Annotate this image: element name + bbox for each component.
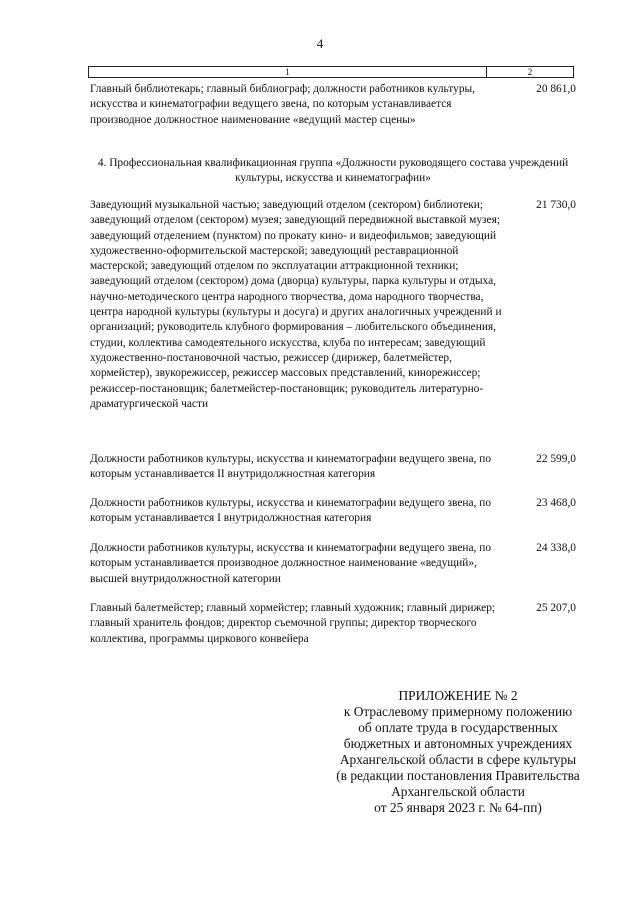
- row-value: 25 207,0: [536, 602, 576, 614]
- row-text: Должности работников культуры, искусства и кинематографии ведущего звена, по которым устанавливается II внутридолжностная категория: [90, 453, 492, 481]
- appendix-line: от 25 января 2023 г. № 64-пп): [374, 800, 542, 815]
- appendix-line: (в редакции постановления Правительства: [336, 768, 580, 783]
- page-number: 4: [316, 36, 324, 51]
- appendix-line: бюджетных и автономных учреждениях: [343, 736, 573, 751]
- row-text: Главный балетмейстер; главный хормейстер; главный художник; главный дирижер; главный хранитель фондов; директор съемочной группы; директор творческого коллектива, программы циркового конвейера: [90, 602, 496, 645]
- row-text: Должности работников культуры, искусства и кинематографии ведущего звена, по которым устанавливается I внутридолжностная категория: [90, 497, 492, 525]
- appendix-line: Архангельской области: [391, 784, 525, 799]
- table-row: [90, 198, 576, 412]
- row-text: Должности работников культуры, искусства и кинематографии ведущего звена, по которым устанавливается производное должностное наименование «ведущий», высшей внутридолжностной категории: [90, 542, 492, 585]
- row-value: 21 730,0: [536, 199, 576, 211]
- table-row: [90, 82, 576, 128]
- row-text: Заведующий музыкальной частью; заведующий отделом (сектором) библиотеки; заведующий отделом (сектором) музея; заведующий передвижной выставкой музея; заведующий отделением (пунктом) по прокату кино- и видеофильмов; заведующий художественно-оформительской мастерской; заведующий реставрационной мастерской; заведующий отделом по эксплуатации аттракционной техники; заведующий отделом (сектором) дома (дворца) культуры, парка культуры и отдыха, научно-методического центра народного творчества, дома народного творчества, центра народной культуры (культуры и досуга) и других аналогичных учреждений и организаций; руководитель клубного формирования – любительского объединения, студии, коллектива самодеятельного искусства, клуба по интересам; заведующий художественно-постановочной частью, режиссер (дирижер, балетмейстер, хормейстер), звукорежиссер, режиссер массовых представлений, кинорежиссер; режиссер-постановщик; балетмейстер-постановщик; руководитель литературно-драматургической части: [90, 199, 502, 410]
- appendix-line: к Отраслевому примерному положению: [343, 704, 573, 719]
- row-value: 22 599,0: [536, 453, 576, 465]
- table-header: [88, 66, 574, 78]
- row-text: Главный библиотекарь; главный библиограф; должности работников культуры, искусства и кинематографии ведущего звена, по которым устанавливается производное должностное наименование «ведущий мастер сцены»: [90, 83, 476, 126]
- table-header-col1: 1: [89, 67, 487, 77]
- table-row: [90, 496, 576, 527]
- appendix-line: об оплате труда в государственных: [358, 720, 558, 735]
- appendix-line: Архангельской области в сфере культуры: [339, 752, 577, 767]
- table-row: [90, 601, 576, 647]
- table-row: [90, 452, 576, 483]
- table-header-col2: 2: [527, 67, 533, 77]
- row-value: 20 861,0: [536, 83, 576, 95]
- table-row: [90, 541, 576, 587]
- group-heading: 4. Профессиональная квалификационная группа «Должности руководящего состава учреждений культуры, искусства и кинематографии»: [97, 157, 569, 185]
- appendix-block: [300, 688, 616, 816]
- row-value: 23 468,0: [536, 497, 576, 509]
- appendix-title: ПРИЛОЖЕНИЕ № 2: [398, 688, 518, 703]
- row-value: 24 338,0: [536, 542, 576, 554]
